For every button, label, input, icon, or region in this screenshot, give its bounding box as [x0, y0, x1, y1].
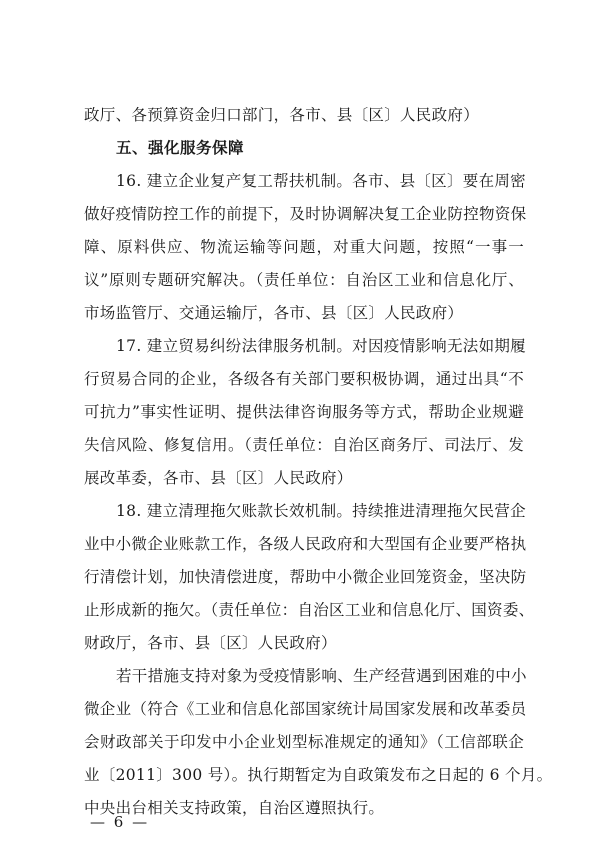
page-number: — 6 —	[90, 813, 150, 831]
text-line: 17. 建立贸易纠纷法律服务机制。对因疫情影响无法如期履	[116, 337, 526, 355]
text-line: 障、原料供应、物流运输等问题，对重大问题，按照“一事一	[84, 238, 524, 256]
text-line: 18. 建立清理拖欠账款长效机制。持续推进清理拖欠民营企	[116, 502, 526, 520]
text-line: 微企业（符合《工业和信息化部国家统计局国家发展和改革委员	[84, 700, 527, 718]
text-line: 财政厅，各市、县〔区〕人民政府）	[84, 634, 337, 652]
section-heading: 五、强化服务保障	[116, 139, 245, 157]
text-line: 政厅、各预算资金归口部门，各市、县〔区〕人民政府）	[84, 106, 480, 124]
text-line: 业中小微企业账款工作，各级人民政府和大型国有企业要严格执	[84, 535, 527, 553]
text-line: 行清偿计划，加快清偿进度，帮助中小微企业回笼资金，坚决防	[84, 568, 527, 586]
text-line: 可抗力”事实性证明、提供法律咨询服务等方式，帮助企业规避	[84, 403, 524, 421]
text-line: 展改革委，各市、县〔区〕人民政府）	[84, 469, 353, 487]
text-line: 行贸易合同的企业，各级各有关部门要积极协调，通过出具“不	[84, 370, 524, 388]
text-line: 议”原则专题研究解决。（责任单位：自治区工业和信息化厅、	[84, 271, 524, 289]
text-line: 止形成新的拖欠。（责任单位：自治区工业和信息化厅、国资委、	[84, 601, 535, 619]
text-line: 会财政部关于印发中小企业划型标准规定的通知》（工信部联企	[84, 733, 524, 751]
text-line: 失信风险、修复信用。（责任单位：自治区商务厅、司法厅、发	[84, 436, 524, 454]
text-line: 做好疫情防控工作的前提下，及时协调解决复工企业防控物资保	[84, 205, 527, 223]
text-line: 业〔2011〕300 号）。执行期暂定为自政策发布之日起的 6 个月。	[84, 766, 553, 784]
text-line: 市场监管厅、交通运输厅，各市、县〔区〕人民政府）	[84, 304, 464, 322]
text-line: 若干措施支持对象为受疫情影响、生产经营遇到困难的中小	[116, 667, 527, 685]
text-line: 16. 建立企业复产复工帮扶机制。各市、县〔区〕要在周密	[116, 172, 526, 190]
text-line: 中央出台相关支持政策，自治区遵照执行。	[84, 799, 385, 817]
